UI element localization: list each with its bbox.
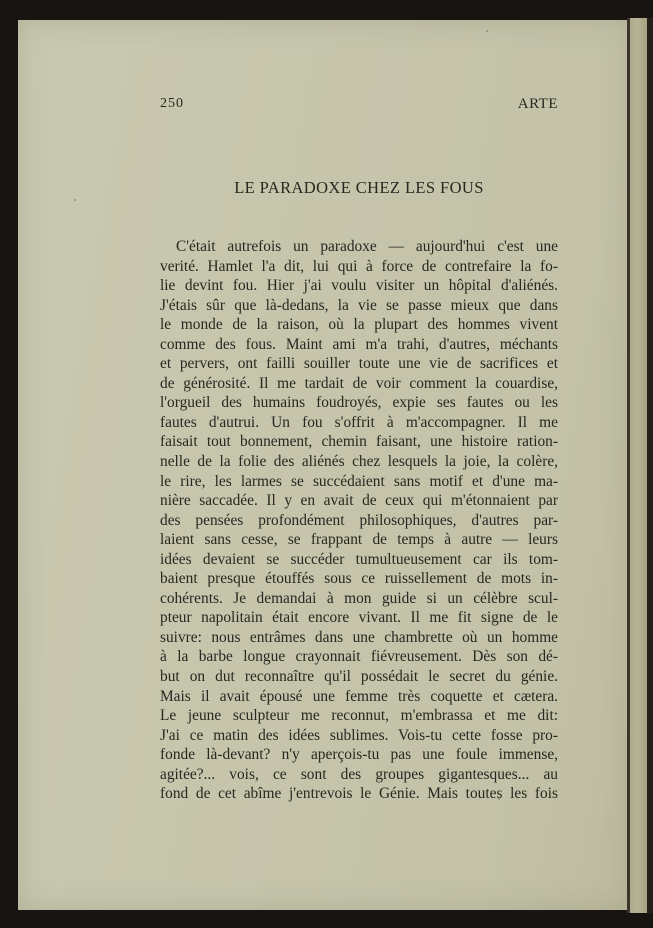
body-line: fond de cet abîme j'entrevois le Génie. Mais toutes les fois [160,785,558,803]
page-number: 250 [160,96,184,111]
paper-speck [486,30,488,32]
running-head [160,96,558,116]
body-line: cohérents. Je demandai à mon guide si un célèbre scul- [160,589,558,607]
body-line: nière saccadée. Il y en avait de ceux qui m'étonnaient par [160,492,558,510]
body-line: le monde de la raison, où la plupart des hommes vivent [160,316,558,334]
body-line: J'ai ce matin des idées sublimes. Vois-tu cette fosse pro- [160,726,558,744]
body-line: pteur napolitain était encore vivant. Il me fit signe de le [160,609,558,627]
body-line: fautes d'autrui. Un fou s'offrit à m'accompagner. Il me [160,413,558,431]
body-line: idées devaient se succéder tumultueusement car ils tom- [160,550,558,568]
body-line: laient sans cesse, se frappant de temps à autre — leurs [160,531,558,549]
body-line: agitée?... vois, ce sont des groupes gigantesques... au [160,765,558,783]
facing-page-edge [627,18,653,913]
body-line: J'étais sûr que là-dedans, la vie se passe mieux que dans [160,296,558,314]
body-line: l'orgueil des humains foudroyés, expie ses fautes ou les [160,394,558,412]
body-line: comme des fous. Maint ami m'a trahi, d'autres, méchants [160,335,558,353]
article-title: LE PARADOXE CHEZ LES FOUS [234,178,484,197]
body-line: but on dut reconnaître qu'il possédait le secret du génie. [160,668,558,686]
body-line: le rire, les larmes se succédaient sans motif et d'une ma- [160,472,558,490]
body-line: faisait tout bonnement, chemin faisant, une histoire ration- [160,433,558,451]
running-title: ARTE [517,96,558,112]
body-line: Mais il avait épousé une femme très coquette et cætera. [160,687,558,705]
article-body [160,237,558,804]
paper-speck [74,199,76,201]
body-line: suivre: nous entrâmes dans une chambrette où un homme [160,628,558,646]
body-line: à la barbe longue crayonnait fiévreusement. Dès son dé- [160,648,558,666]
body-line: baient presque étouffés sous ce ruissellement de mots in- [160,570,558,588]
body-line: verité. Hamlet l'a dit, lui qui à force de contrefaire la fo- [160,257,558,275]
body-line: fonde là-devant? n'y aperçois-tu pas une foule immense, [160,746,558,764]
body-line: nelle de la folie des aliénés chez lesquels la joie, la colère, [160,453,558,471]
body-line: de générosité. Il me tardait de voir comment la couardise, [160,374,558,392]
body-line: C'était autrefois un paradoxe — aujourd'hui c'est une [176,238,558,255]
body-line: et pervers, ont failli souiller toute une vie de sacrifices et [160,355,558,373]
body-line: Le jeune sculpteur me reconnut, m'embrassa et me dit: [160,707,558,725]
body-line: lie devint fou. Hier j'ai voulu visiter un hôpital d'aliénés. [160,277,558,295]
body-line: des pensées profondément philosophiques, d'autres par- [160,511,558,529]
